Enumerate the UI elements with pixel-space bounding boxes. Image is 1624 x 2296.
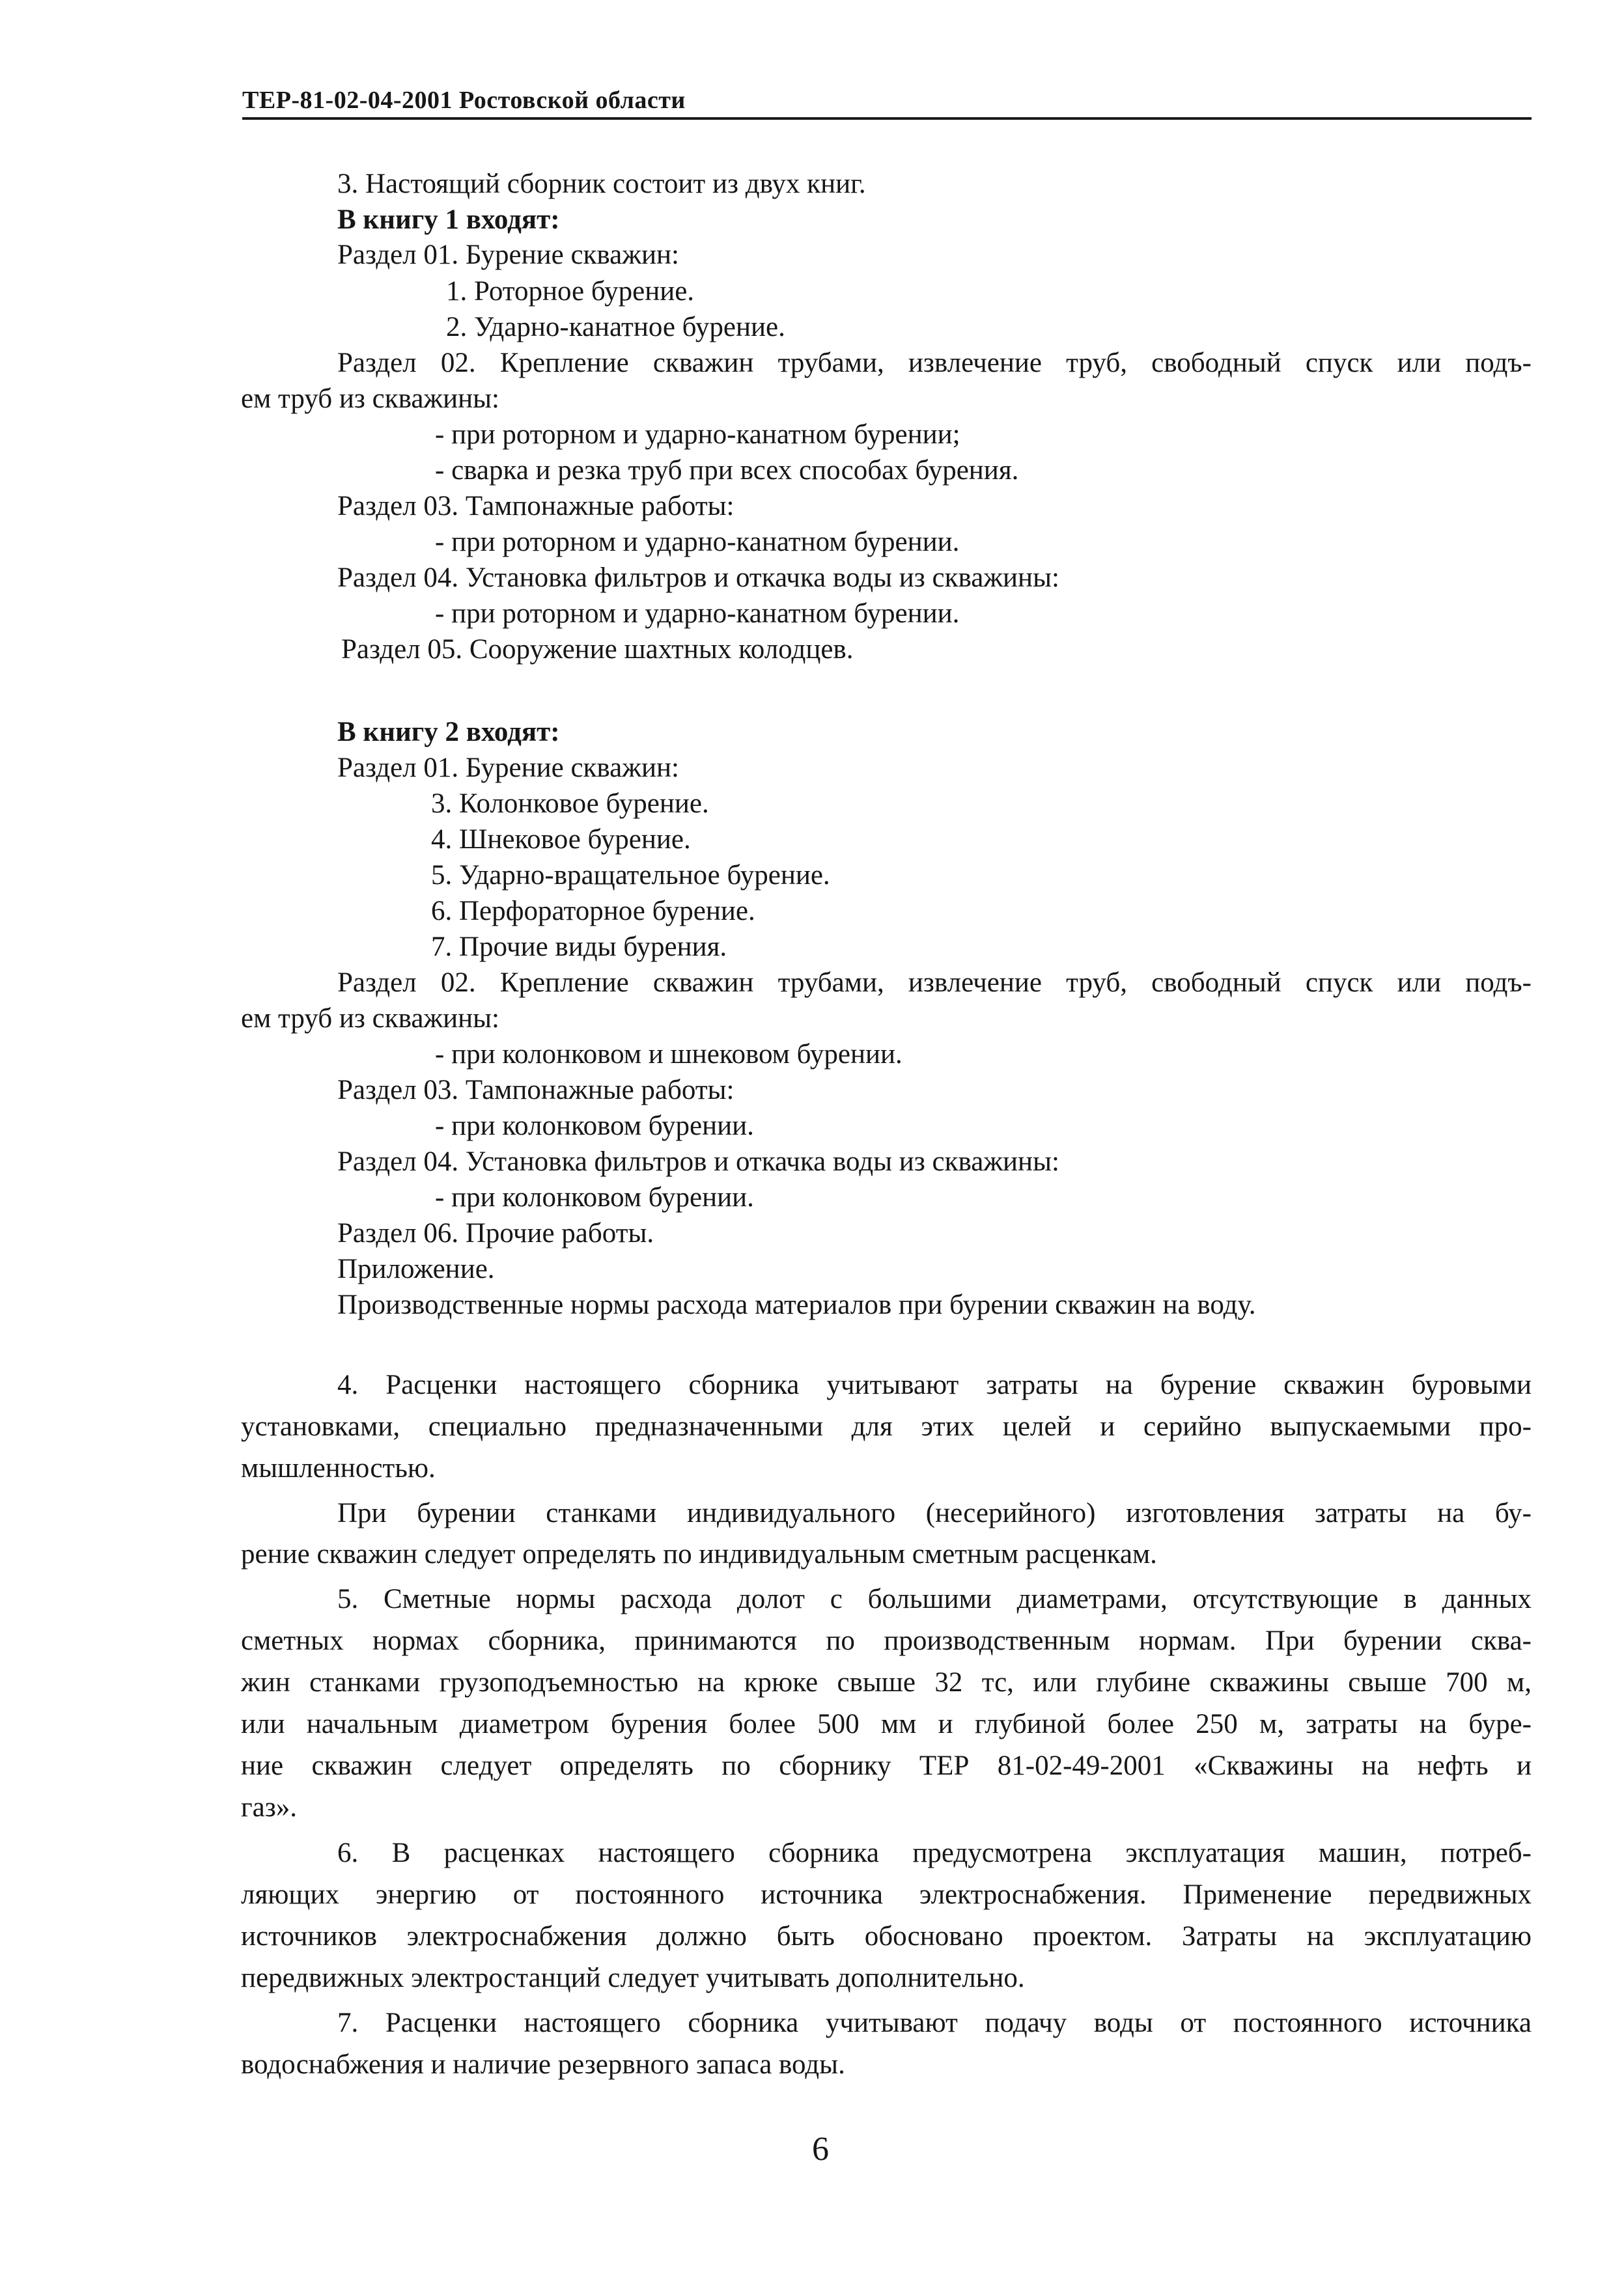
book1-section01: Раздел 01. Бурение скважин:: [337, 240, 679, 270]
p4-line5: рение скважин следует определять по индивидуальным сметным расценкам.: [241, 1539, 1157, 1570]
p6-line2: ляющих энергию от постоянного источника электроснабжения. Применение передвижных: [241, 1879, 1532, 1910]
p7-line1: 7. Расценки настоящего сборника учитывают подачу воды от постоянного источника: [337, 2008, 1532, 2038]
book2-section06: Раздел 06. Прочие работы.: [337, 1218, 654, 1249]
p6-line1: 6. В расценках настоящего сборника предусмотрена эксплуатация машин, потреб-: [337, 1838, 1532, 1868]
p4-line1: 4. Расценки настоящего сборника учитывают затраты на бурение скважин буровыми: [337, 1370, 1532, 1400]
p6-line3: источников электроснабжения должно быть обосновано проектом. Затраты на эксплуатацию: [241, 1921, 1532, 1952]
book1-title: В книгу 1 входят:: [337, 204, 560, 235]
p6-line4: передвижных электростанций следует учитывать дополнительно.: [241, 1963, 1025, 1993]
book1-s01-item1: 1. Роторное бурение.: [446, 276, 695, 307]
p5-line1: 5. Сметные нормы расхода долот с большими диаметрами, отсутствующие в данных: [337, 1584, 1532, 1614]
book2-s02-item1: - при колонковом и шнековом бурении.: [435, 1039, 903, 1070]
p7-line2: водоснабжения и наличие резервного запаса воды.: [241, 2049, 845, 2080]
book1-section04: Раздел 04. Установка фильтров и откачка воды из скважины:: [337, 562, 1059, 593]
book2-section02-line2: ем труб из скважины:: [241, 1003, 499, 1034]
book1-s02-item2: - сварка и резка труб при всех способах бурения.: [435, 455, 1019, 486]
book2-section01: Раздел 01. Бурение скважин:: [337, 753, 679, 783]
book1-section03: Раздел 03. Тампонажные работы:: [337, 491, 735, 521]
page-number: 6: [812, 2131, 829, 2168]
book1-s01-item2: 2. Ударно-канатное бурение.: [446, 312, 785, 342]
book1-s04-item1: - при роторном и ударно-канатном бурении.: [435, 598, 960, 629]
book1-section02-line1: Раздел 02. Крепление скважин трубами, извлечение труб, свободный спуск или подъ-: [337, 348, 1532, 378]
book2-section03: Раздел 03. Тампонажные работы:: [337, 1075, 735, 1105]
book1-s02-item1: - при роторном и ударно-канатном бурении;: [435, 419, 960, 450]
p5-line4: или начальным диаметром бурения более 500 мм и глубиной более 250 м, затраты на буре-: [241, 1709, 1532, 1739]
book2-appendix: Приложение.: [337, 1254, 495, 1284]
book2-section04: Раздел 04. Установка фильтров и откачка воды из скважины:: [337, 1146, 1059, 1177]
p4-line2: установками, специально предназначенными для этих целей и серийно выпускаемыми про-: [241, 1411, 1532, 1442]
running-header: ТЕР-81-02-04-2001 Ростовской области: [242, 83, 1532, 120]
book1-s03-item1: - при роторном и ударно-канатном бурении.: [435, 527, 960, 557]
book2-section02-line1: Раздел 02. Крепление скважин трубами, извлечение труб, свободный спуск или подъ-: [337, 967, 1532, 998]
book2-s03-item1: - при колонковом бурении.: [435, 1111, 754, 1141]
book2-s01-item3: 3. Колонковое бурение.: [431, 788, 709, 819]
p5-line6: газ».: [241, 1792, 297, 1823]
book1-section02-line2: ем труб из скважины:: [241, 383, 499, 414]
p4-line3: мышленностью.: [241, 1453, 436, 1484]
p3-intro: 3. Настоящий сборник состоит из двух книг.: [337, 169, 866, 199]
p5-line5: ние скважин следует определять по сборнику ТЕР 81-02-49-2001 «Скважины на нефть и: [241, 1750, 1532, 1781]
book2-title: В книгу 2 входят:: [337, 717, 560, 747]
book2-s04-item1: - при колонковом бурении.: [435, 1182, 754, 1213]
book2-s01-item4: 4. Шнековое бурение.: [431, 824, 691, 855]
book2-s01-item6: 6. Перфораторное бурение.: [431, 896, 755, 926]
book1-section05: Раздел 05. Сооружение шахтных колодцев.: [341, 634, 854, 665]
p5-line3: жин станками грузоподъемностью на крюке свыше 32 тс, или глубине скважины свыше 700 м,: [241, 1667, 1532, 1698]
book2-s01-item5: 5. Ударно-вращательное бурение.: [431, 860, 830, 891]
book2-s01-item7: 7. Прочие виды бурения.: [431, 932, 727, 962]
book2-appendix-text: Производственные нормы расхода материалов при бурении скважин на воду.: [337, 1290, 1256, 1320]
p4-line4: При бурении станками индивидуального (несерийного) изготовления затраты на бу-: [337, 1498, 1532, 1528]
p5-line2: сметных нормах сборника, принимаются по производственным нормам. При бурении сква-: [241, 1625, 1532, 1656]
